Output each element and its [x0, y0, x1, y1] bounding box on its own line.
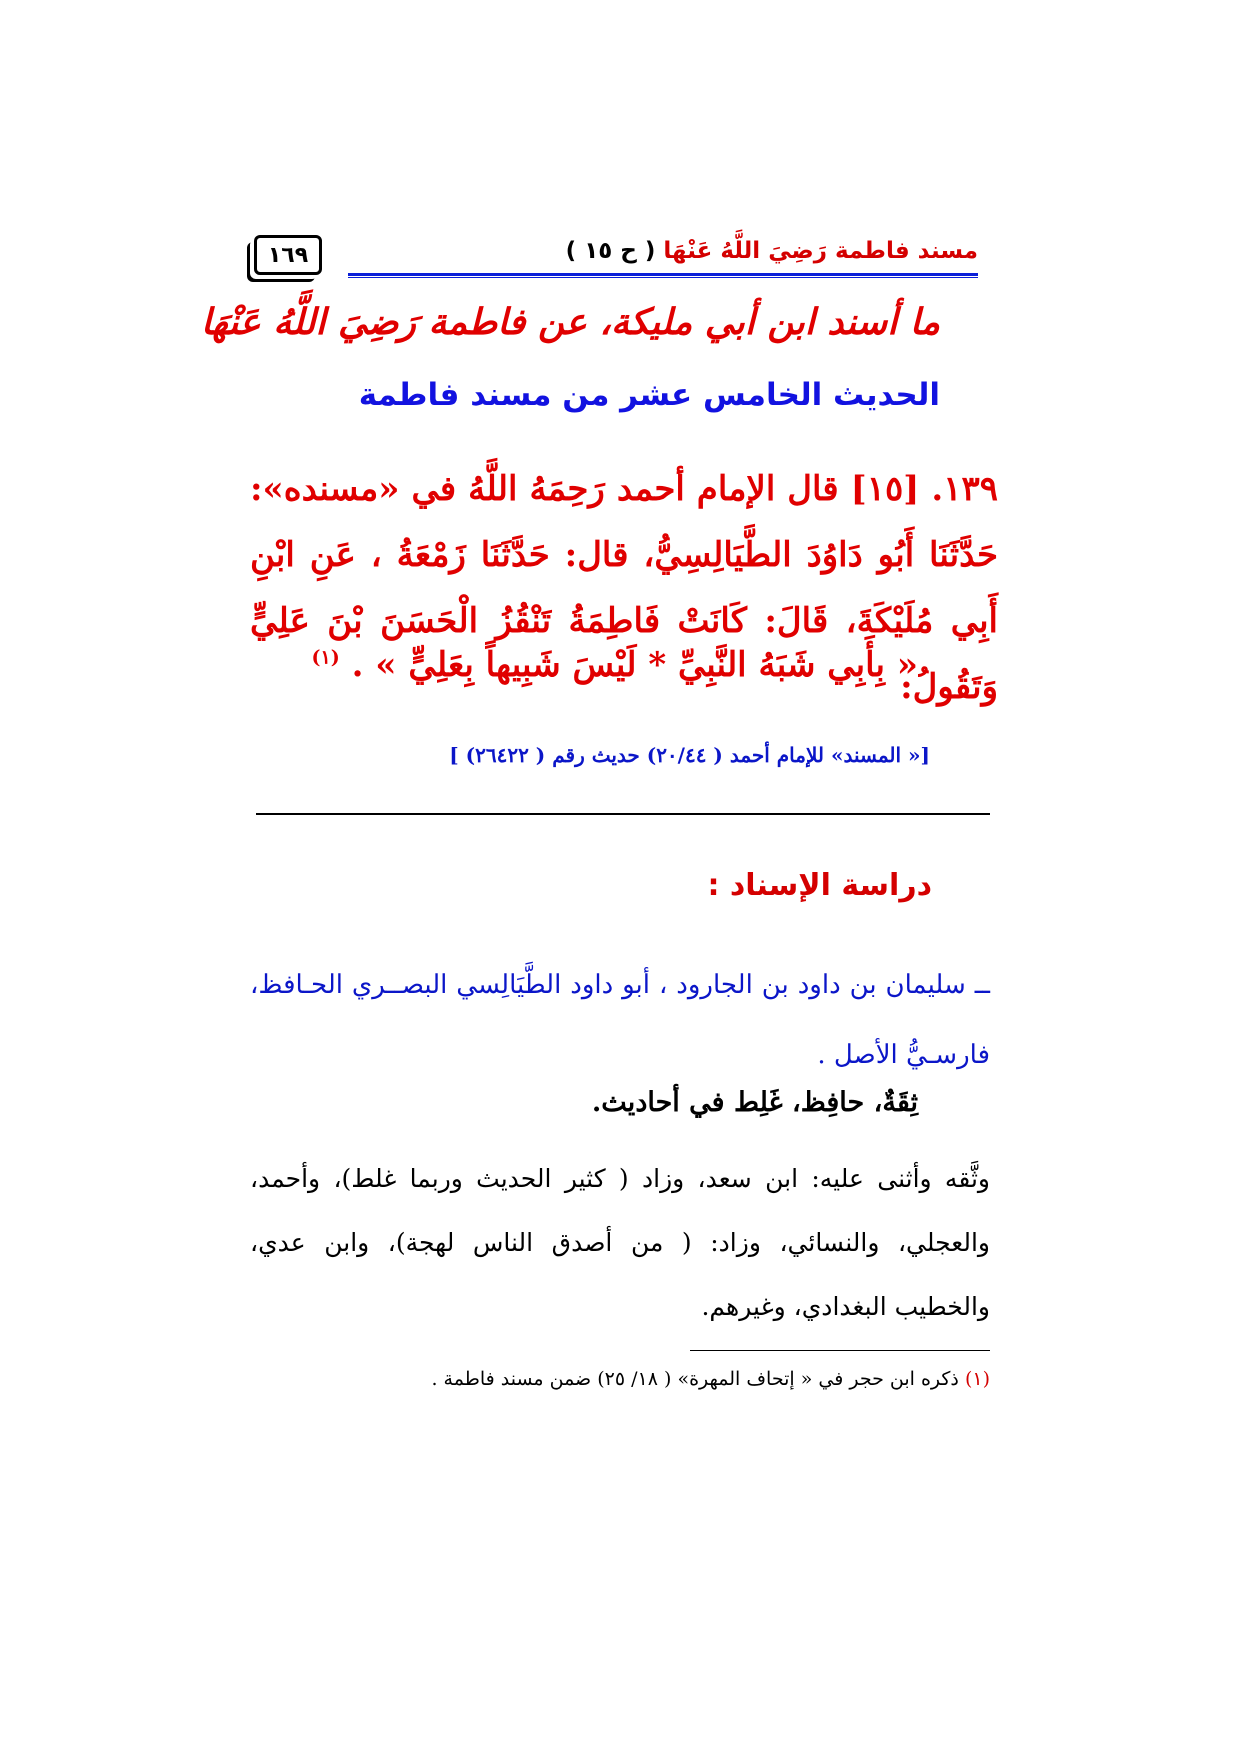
footnote-number: (١) [964, 1368, 990, 1390]
chapter-title: ما أسند ابن أبي مليكة، عن فاطمة رَضِيَ اللَّهُ عَنْهَا [200, 302, 940, 343]
footnote-marker: (١) [311, 646, 340, 669]
page-number-text: ١٦٩ [267, 242, 309, 268]
narrator-bio: ــ سليمان بن داود بن الجارود ، أبو داود الطَّيَالِسي البصــري الحـافظ، فارسـيُّ الأصل . [250, 970, 990, 1070]
hadith-matn [312, 645, 918, 685]
hadith-code: ( ح ١٥ ) [565, 238, 656, 264]
footnote-text: ذكره ابن حجر في « إتحاف المهرة» ( ١٨/ ٢٥) ضمن مسند فاطمة . [431, 1368, 959, 1390]
narrator-verdict: ثِقَةٌ، حافِظ، غَلِط في أحاديث. [591, 1087, 918, 1118]
hadith-matn-text: « بِأَبِي شَبَهُ النَّبِيِّ * لَيْسَ شَبِيهاً بِعَلِيٍّ » . [351, 645, 918, 685]
section-divider [256, 813, 990, 815]
book-title: مسند فاطمة رَضِيَ اللَّهُ عَنْهَا [663, 238, 978, 264]
page-number [254, 235, 322, 275]
chapter-subtitle: الحديث الخامس عشر من مسند فاطمة [358, 377, 940, 413]
source-reference: [« المسند» للإمام أحمد ( ٢٠/٤٤) حديث رقم ( ٢٦٤٢٢) ] [449, 743, 930, 767]
study-heading: دراسة الإسناد : [707, 868, 932, 903]
header-rule [348, 273, 978, 278]
footnote [431, 1368, 990, 1390]
running-header [566, 238, 978, 264]
footnote-rule [690, 1350, 990, 1351]
hadith-isnad: ١٣٩. [١٥] قال الإمام أحمد رَحِمَهُ اللَّهُ في «مسنده»: حَدَّثَنَا أَبُو دَاوُدَ الطَّيَالِسِيُّ، قال: حَدَّثَنَا زَمْعَةُ ، عَنِ ابْنِ أَبِي مُلَيْكَةَ، قَالَ: كَانَتْ فَاطِمَةُ تَنْقُزُ الْحَسَنَ بْنَ عَلِيٍّ وَتَقُولُ: [250, 469, 998, 707]
narrator-praise: وثَّقه وأثنى عليه: ابن سعد، وزاد ( كثير الحديث وربما غلط)، وأحمد، والعجلي، والنسائي، وزاد: ( من أصدق الناس لهجة)، وابن عدي، والخطيب البغدادي، وغيرهم. [250, 1164, 990, 1321]
